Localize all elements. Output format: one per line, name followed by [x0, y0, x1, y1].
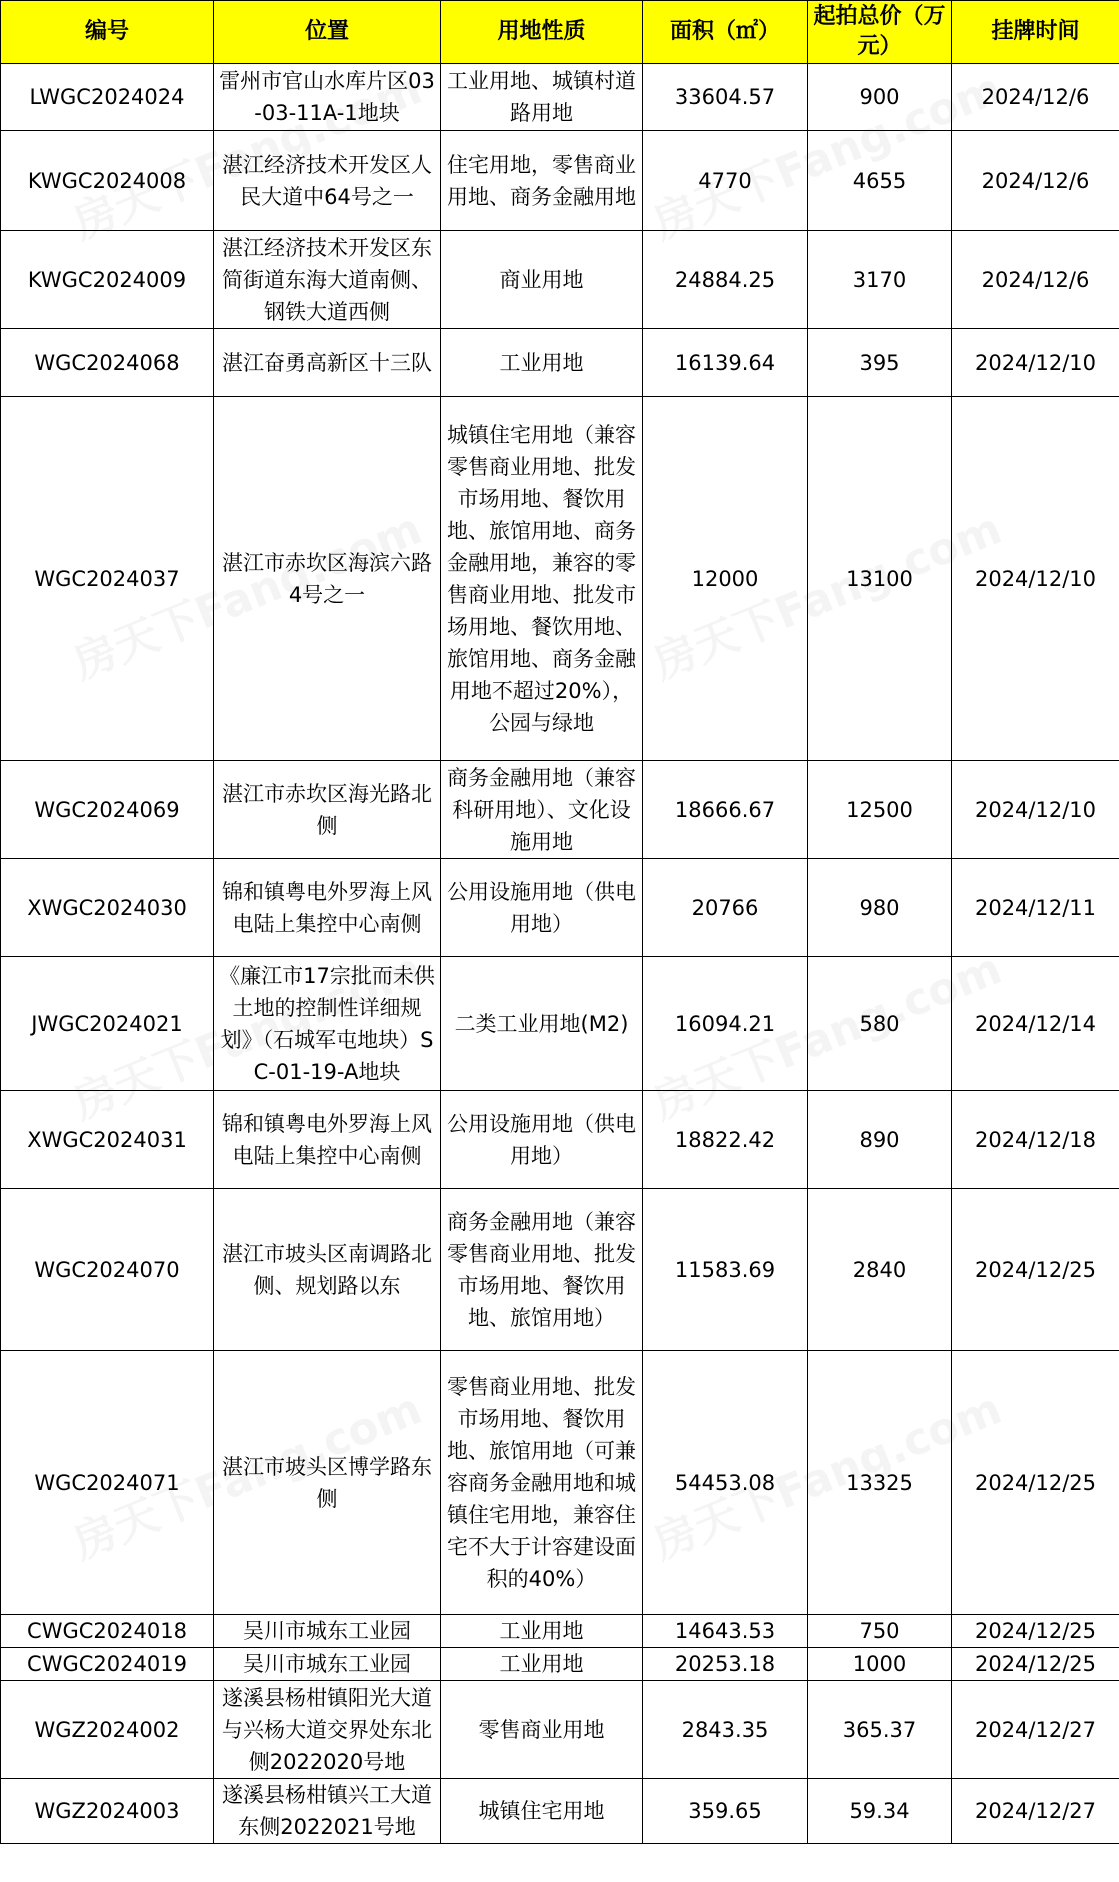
table-row [1, 1091, 1119, 1189]
header-code: 编号 [1, 1, 214, 64]
table-row [1, 397, 1119, 761]
cell-date: 2024/12/27 [952, 1779, 1119, 1844]
cell-code: JWGC2024021 [1, 957, 214, 1091]
cell-price: 750 [808, 1615, 952, 1648]
cell-land-use: 城镇住宅用地（兼容零售商业用地、批发市场用地、餐饮用地、旅馆用地、商务金融用地，兼容的零售商业用地、批发市场用地、餐饮用地、旅馆用地、商务金融用地不超过20%），公园与绿地 [441, 397, 643, 761]
cell-land-use: 工业用地 [441, 329, 643, 397]
table-row [1, 1189, 1119, 1351]
cell-location: 湛江市坡头区南调路北侧、规划路以东 [214, 1189, 441, 1351]
cell-location: 湛江市赤坎区海光路北侧 [214, 761, 441, 859]
cell-date: 2024/12/10 [952, 397, 1119, 761]
cell-area: 4770 [643, 131, 808, 231]
cell-land-use: 工业用地、城镇村道路用地 [441, 64, 643, 131]
cell-area: 18822.42 [643, 1091, 808, 1189]
cell-code: WGC2024068 [1, 329, 214, 397]
cell-price: 13325 [808, 1351, 952, 1615]
cell-date: 2024/12/10 [952, 329, 1119, 397]
cell-date: 2024/12/25 [952, 1189, 1119, 1351]
cell-price: 59.34 [808, 1779, 952, 1844]
cell-area: 33604.57 [643, 64, 808, 131]
cell-land-use: 二类工业用地(M2) [441, 957, 643, 1091]
cell-area: 2843.35 [643, 1681, 808, 1779]
cell-location: 吴川市城东工业园 [214, 1615, 441, 1648]
cell-land-use: 零售商业用地、批发市场用地、餐饮用地、旅馆用地（可兼容商务金融用地和城镇住宅用地，兼容住宅不大于计容建设面积的40%） [441, 1351, 643, 1615]
cell-land-use: 住宅用地，零售商业用地、商务金融用地 [441, 131, 643, 231]
cell-code: CWGC2024018 [1, 1615, 214, 1648]
cell-date: 2024/12/25 [952, 1615, 1119, 1648]
cell-date: 2024/12/6 [952, 131, 1119, 231]
cell-date: 2024/12/18 [952, 1091, 1119, 1189]
table-row [1, 859, 1119, 957]
cell-date: 2024/12/27 [952, 1681, 1119, 1779]
cell-land-use: 公用设施用地（供电用地） [441, 859, 643, 957]
cell-price: 580 [808, 957, 952, 1091]
cell-location: 湛江市赤坎区海滨六路4号之一 [214, 397, 441, 761]
cell-code: CWGC2024019 [1, 1648, 214, 1681]
cell-price: 890 [808, 1091, 952, 1189]
cell-date: 2024/12/25 [952, 1351, 1119, 1615]
cell-location: 《廉江市17宗批而未供土地的控制性详细规划》（石城军屯地块）SC-01-19-A地块 [214, 957, 441, 1091]
table-row [1, 761, 1119, 859]
cell-area: 24884.25 [643, 231, 808, 329]
cell-location: 湛江经济技术开发区人民大道中64号之一 [214, 131, 441, 231]
cell-price: 900 [808, 64, 952, 131]
cell-price: 365.37 [808, 1681, 952, 1779]
cell-location: 锦和镇粤电外罗海上风电陆上集控中心南侧 [214, 859, 441, 957]
cell-location: 雷州市官山水库片区03-03-11A-1地块 [214, 64, 441, 131]
cell-code: XWGC2024031 [1, 1091, 214, 1189]
cell-date: 2024/12/14 [952, 957, 1119, 1091]
cell-date: 2024/12/11 [952, 859, 1119, 957]
cell-location: 遂溪县杨柑镇阳光大道与兴杨大道交界处东北侧2022020号地 [214, 1681, 441, 1779]
cell-price: 2840 [808, 1189, 952, 1351]
cell-price: 12500 [808, 761, 952, 859]
cell-price: 3170 [808, 231, 952, 329]
cell-land-use: 商务金融用地（兼容科研用地）、文化设施用地 [441, 761, 643, 859]
table-row [1, 231, 1119, 329]
header-land-use: 用地性质 [441, 1, 643, 64]
cell-date: 2024/12/25 [952, 1648, 1119, 1681]
table-row [1, 1648, 1119, 1681]
cell-area: 12000 [643, 397, 808, 761]
cell-price: 4655 [808, 131, 952, 231]
cell-price: 980 [808, 859, 952, 957]
cell-land-use: 公用设施用地（供电用地） [441, 1091, 643, 1189]
header-area: 面积（㎡） [643, 1, 808, 64]
cell-code: KWGC2024009 [1, 231, 214, 329]
table-row [1, 1351, 1119, 1615]
cell-code: WGC2024037 [1, 397, 214, 761]
cell-code: WGZ2024003 [1, 1779, 214, 1844]
table-row [1, 1615, 1119, 1648]
header-price: 起拍总价（万元） [808, 1, 952, 64]
cell-area: 16139.64 [643, 329, 808, 397]
cell-price: 1000 [808, 1648, 952, 1681]
cell-code: WGC2024070 [1, 1189, 214, 1351]
header-location: 位置 [214, 1, 441, 64]
table-body [1, 64, 1119, 1844]
table-row [1, 957, 1119, 1091]
cell-code: XWGC2024030 [1, 859, 214, 957]
cell-area: 16094.21 [643, 957, 808, 1091]
table-row [1, 1779, 1119, 1844]
table-row [1, 64, 1119, 131]
table-row [1, 329, 1119, 397]
cell-price: 395 [808, 329, 952, 397]
cell-code: WGC2024069 [1, 761, 214, 859]
cell-date: 2024/12/10 [952, 761, 1119, 859]
cell-area: 359.65 [643, 1779, 808, 1844]
cell-location: 湛江经济技术开发区东简街道东海大道南侧、钢铁大道西侧 [214, 231, 441, 329]
table-row [1, 1681, 1119, 1779]
cell-price: 13100 [808, 397, 952, 761]
cell-location: 锦和镇粤电外罗海上风电陆上集控中心南侧 [214, 1091, 441, 1189]
header-row [1, 1, 1119, 64]
cell-area: 20766 [643, 859, 808, 957]
cell-code: KWGC2024008 [1, 131, 214, 231]
header-date: 挂牌时间 [952, 1, 1119, 64]
table-row [1, 131, 1119, 231]
cell-land-use: 商业用地 [441, 231, 643, 329]
cell-land-use: 城镇住宅用地 [441, 1779, 643, 1844]
cell-code: WGC2024071 [1, 1351, 214, 1615]
cell-area: 14643.53 [643, 1615, 808, 1648]
cell-location: 遂溪县杨柑镇兴工大道东侧2022021号地 [214, 1779, 441, 1844]
cell-code: LWGC2024024 [1, 64, 214, 131]
cell-land-use: 商务金融用地（兼容零售商业用地、批发市场用地、餐饮用地、旅馆用地） [441, 1189, 643, 1351]
cell-land-use: 工业用地 [441, 1615, 643, 1648]
cell-location: 湛江市坡头区博学路东侧 [214, 1351, 441, 1615]
cell-date: 2024/12/6 [952, 231, 1119, 329]
cell-area: 54453.08 [643, 1351, 808, 1615]
cell-date: 2024/12/6 [952, 64, 1119, 131]
cell-area: 20253.18 [643, 1648, 808, 1681]
cell-area: 11583.69 [643, 1189, 808, 1351]
cell-location: 湛江奋勇高新区十三队 [214, 329, 441, 397]
cell-land-use: 零售商业用地 [441, 1681, 643, 1779]
cell-code: WGZ2024002 [1, 1681, 214, 1779]
cell-area: 18666.67 [643, 761, 808, 859]
cell-location: 吴川市城东工业园 [214, 1648, 441, 1681]
cell-land-use: 工业用地 [441, 1648, 643, 1681]
